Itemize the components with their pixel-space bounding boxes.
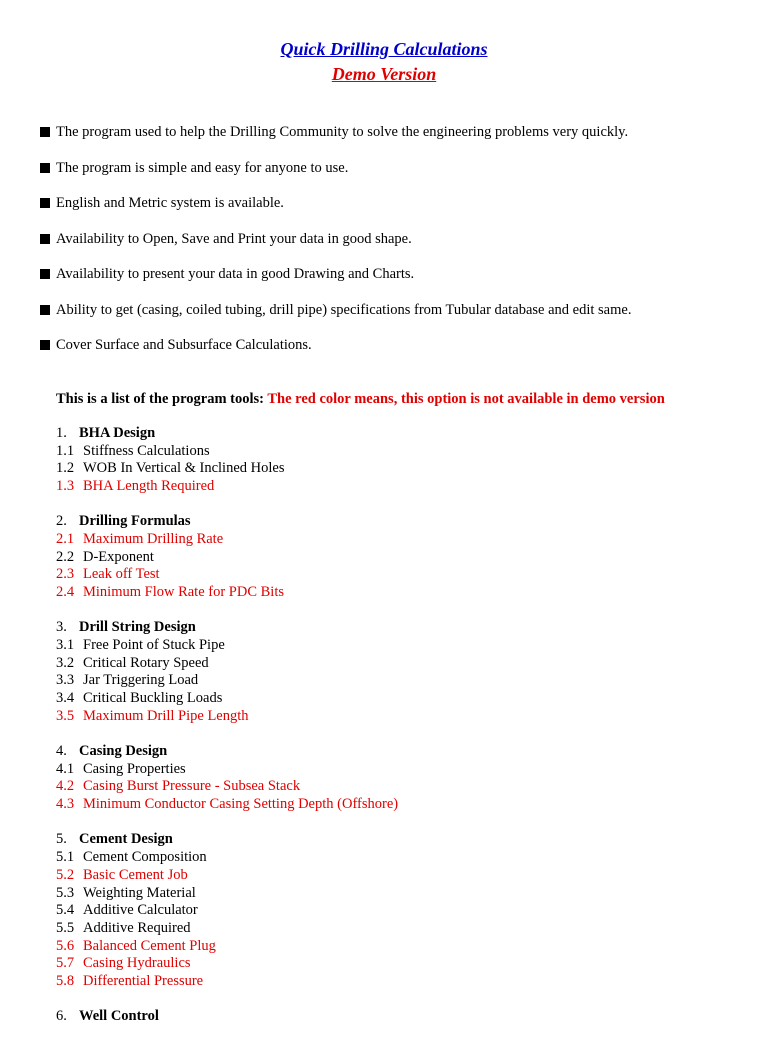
tool-item-label: BHA Length Required — [83, 478, 215, 495]
tool-item-number: 5.1 — [56, 849, 75, 866]
tool-item-number: 3.2 — [56, 654, 75, 671]
feature-item — [40, 300, 631, 336]
tool-item — [56, 778, 398, 796]
tool-item-number: 5.4 — [56, 902, 75, 919]
tool-item-label: Additive Required — [83, 919, 191, 936]
tool-item — [56, 655, 398, 673]
feature-text: Availability to Open, Save and Print your data in good shape. — [56, 230, 412, 247]
section-number: 2. — [56, 513, 67, 530]
tool-item — [56, 637, 398, 655]
tool-item-label: D-Exponent — [83, 548, 154, 565]
section-heading — [56, 1008, 398, 1026]
tool-item-number: 3.3 — [56, 672, 75, 689]
tool-item-label: Leak off Test — [83, 566, 160, 583]
tool-item-number: 5.3 — [56, 884, 75, 901]
tool-item-label: Basic Cement Job — [83, 866, 188, 883]
feature-item — [40, 122, 631, 158]
tool-item-label: Cement Composition — [83, 849, 207, 866]
square-bullet-icon — [40, 127, 50, 137]
tool-item-label: Maximum Drilling Rate — [83, 531, 224, 548]
tool-item-number: 5.2 — [56, 866, 75, 883]
feature-text: The program used to help the Drilling Community to solve the engineering problems very quickly. — [56, 124, 629, 140]
tool-item-number: 1.1 — [56, 442, 75, 459]
square-bullet-icon — [40, 234, 50, 244]
section-heading — [56, 831, 398, 849]
section-title: Cement Design — [79, 831, 173, 848]
tool-item-label: WOB In Vertical & Inclined Holes — [83, 460, 285, 477]
section-title: BHA Design — [79, 425, 156, 441]
tool-item-label: Casing Hydraulics — [83, 955, 191, 972]
feature-item — [40, 193, 631, 229]
section-number: 6. — [56, 1008, 67, 1025]
tool-item-label: Jar Triggering Load — [83, 672, 199, 689]
feature-text: Ability to get (casing, coiled tubing, drill pipe) specifications from Tubular database and edit same. — [56, 301, 632, 318]
tool-section — [56, 1008, 398, 1026]
tool-section — [56, 743, 398, 814]
feature-list — [40, 122, 631, 371]
tool-item — [56, 885, 398, 903]
tool-item — [56, 761, 398, 779]
tool-item-number: 2.1 — [56, 531, 75, 548]
feature-text: English and Metric system is available. — [56, 195, 284, 211]
section-title: Drill String Design — [79, 619, 196, 636]
tool-item — [56, 478, 398, 496]
feature-text: The program is simple and easy for anyone to use. — [56, 159, 349, 176]
tool-item — [56, 443, 398, 461]
feature-item — [40, 158, 631, 194]
feature-item — [40, 229, 631, 265]
tool-item-label: Maximum Drill Pipe Length — [83, 707, 249, 724]
tool-item-number: 2.3 — [56, 566, 75, 583]
tool-item — [56, 849, 398, 867]
tool-item — [56, 531, 398, 549]
tool-item — [56, 920, 398, 938]
tool-item-number: 4.3 — [56, 796, 75, 813]
tool-item-number: 5.6 — [56, 937, 75, 954]
tool-item-label: Critical Rotary Speed — [83, 654, 209, 671]
tool-item-label: Minimum Flow Rate for PDC Bits — [83, 584, 285, 601]
tool-item — [56, 867, 398, 885]
tools-intro-lead: This is a list of the program tools: — [56, 391, 264, 407]
tool-item — [56, 708, 398, 726]
feature-text: Cover Surface and Subsurface Calculations. — [56, 337, 312, 353]
tool-item-label: Critical Buckling Loads — [83, 690, 223, 707]
tool-item-label: Additive Calculator — [83, 902, 198, 919]
tool-section — [56, 831, 398, 990]
tool-item-label: Weighting Material — [83, 884, 196, 901]
section-number: 1. — [56, 425, 67, 441]
tool-item-label: Balanced Cement Plug — [83, 937, 216, 954]
tool-item-label: Casing Properties — [83, 760, 186, 777]
section-title: Well Control — [79, 1008, 159, 1025]
document-subtitle: Demo Version — [331, 64, 437, 84]
feature-item — [40, 335, 631, 371]
square-bullet-icon — [40, 340, 50, 350]
document-title: Quick Drilling Calculations — [280, 39, 488, 59]
tool-section — [56, 425, 398, 496]
section-number: 4. — [56, 743, 67, 760]
tool-item-label: Casing Burst Pressure - Subsea Stack — [83, 778, 301, 795]
tool-item-number: 1.3 — [56, 478, 75, 495]
tool-item-number: 2.2 — [56, 548, 75, 565]
tool-section — [56, 513, 398, 601]
tool-item-number: 5.8 — [56, 972, 75, 989]
tool-item-number: 1.2 — [56, 460, 75, 477]
square-bullet-icon — [40, 269, 50, 279]
section-heading — [56, 425, 398, 443]
tool-item-label: Differential Pressure — [83, 972, 204, 989]
square-bullet-icon — [40, 198, 50, 208]
tool-section — [56, 619, 398, 725]
tool-item-number: 5.5 — [56, 919, 75, 936]
tool-item-number: 4.2 — [56, 778, 75, 795]
tool-item — [56, 584, 398, 602]
square-bullet-icon — [40, 305, 50, 315]
tool-item — [56, 690, 398, 708]
tool-item — [56, 460, 398, 478]
tool-item-number: 3.5 — [56, 707, 75, 724]
tool-sections — [56, 425, 398, 1044]
tool-item-label: Minimum Conductor Casing Setting Depth (Offshore) — [83, 796, 399, 813]
tool-item-number: 5.7 — [56, 955, 75, 972]
square-bullet-icon — [40, 163, 50, 173]
section-title: Casing Design — [79, 743, 168, 760]
section-heading — [56, 513, 398, 531]
tools-intro-note: The red color means, this option is not available in demo version — [267, 391, 665, 407]
feature-text: Availability to present your data in good Drawing and Charts. — [56, 266, 415, 282]
tools-intro — [56, 389, 665, 409]
feature-item — [40, 264, 631, 300]
tool-item — [56, 796, 398, 814]
tool-item — [56, 973, 398, 991]
tool-item-label: Free Point of Stuck Pipe — [83, 637, 225, 654]
tool-item-number: 3.4 — [56, 690, 75, 707]
section-title: Drilling Formulas — [79, 513, 191, 530]
tool-item — [56, 902, 398, 920]
tool-item-number: 4.1 — [56, 760, 75, 777]
tool-item — [56, 549, 398, 567]
section-heading — [56, 743, 398, 761]
tool-item-label: Stiffness Calculations — [83, 442, 210, 459]
tool-item-number: 3.1 — [56, 637, 75, 654]
section-number: 3. — [56, 619, 67, 636]
tool-item — [56, 566, 398, 584]
tool-item — [56, 938, 398, 956]
section-number: 5. — [56, 831, 67, 848]
tool-item — [56, 672, 398, 690]
tool-item — [56, 955, 398, 973]
tool-item-number: 2.4 — [56, 584, 75, 601]
section-heading — [56, 619, 398, 637]
